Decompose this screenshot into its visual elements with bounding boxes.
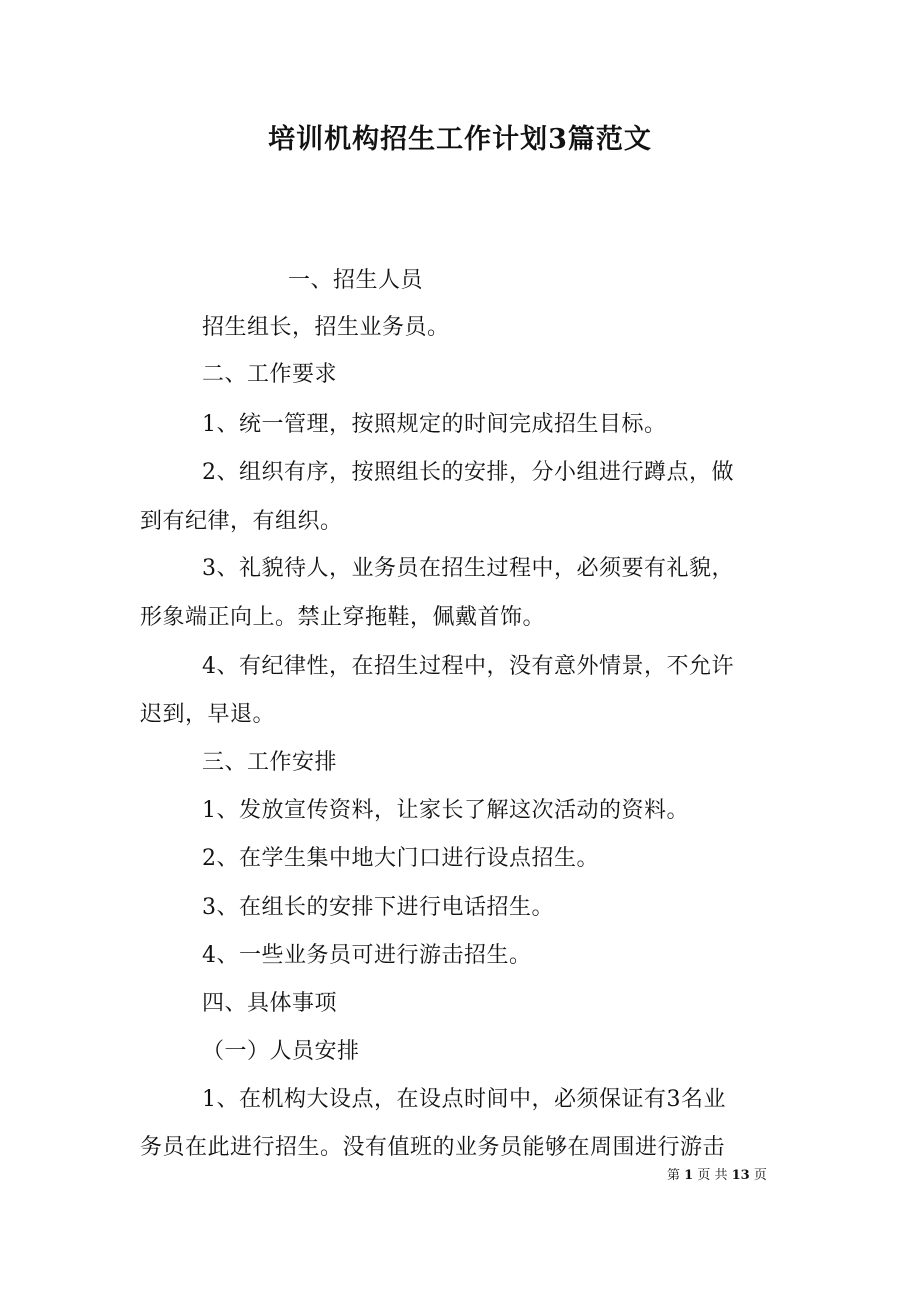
body-line: 二、工作要求 — [202, 362, 338, 387]
body-line: 四、具体事项 — [202, 991, 338, 1016]
page-footer — [667, 1164, 767, 1183]
footer-suffix: 页 — [753, 1168, 767, 1183]
body-line: 一、招生人员 — [288, 268, 424, 293]
body-line: 迟到，早退。 — [140, 702, 276, 727]
body-line: 形象端正向上。禁止穿拖鞋，佩戴首饰。 — [140, 605, 546, 630]
body-line: 2、在学生集中地大门口进行设点招生。 — [202, 846, 599, 871]
footer-total-pages: 13 — [731, 1168, 750, 1183]
body-line: 到有纪律，有组织。 — [140, 509, 343, 534]
footer-page-number: 1 — [684, 1168, 694, 1183]
body-line: 1、在机构大设点，在设点时间中，必须保证有3名业 — [202, 1087, 726, 1112]
footer-middle: 页 共 — [697, 1168, 728, 1183]
body-line: 三、工作安排 — [202, 750, 338, 775]
body-line: 3、礼貌待人，业务员在招生过程中，必须要有礼貌， — [202, 556, 734, 581]
body-line: 2、组织有序，按照组长的安排，分小组进行蹲点，做 — [202, 460, 734, 485]
body-line: 1、统一管理，按照规定的时间完成招生目标。 — [202, 412, 667, 437]
page-title: 培训机构招生工作计划3篇范文 — [268, 124, 652, 155]
body-line: 1、发放宣传资料，让家长了解这次活动的资料。 — [202, 798, 689, 823]
body-line: 3、在组长的安排下进行电话招生。 — [202, 895, 554, 920]
body-line: 4、一些业务员可进行游击招生。 — [202, 943, 532, 968]
body-line: （一）人员安排 — [202, 1039, 360, 1064]
body-line: 务员在此进行招生。没有值班的业务员能够在周围进行游击 — [140, 1135, 726, 1160]
footer-prefix: 第 — [667, 1168, 681, 1183]
body-line: 招生组长，招生业务员。 — [202, 315, 450, 340]
body-line: 4、有纪律性，在招生过程中，没有意外情景，不允许 — [202, 654, 734, 679]
